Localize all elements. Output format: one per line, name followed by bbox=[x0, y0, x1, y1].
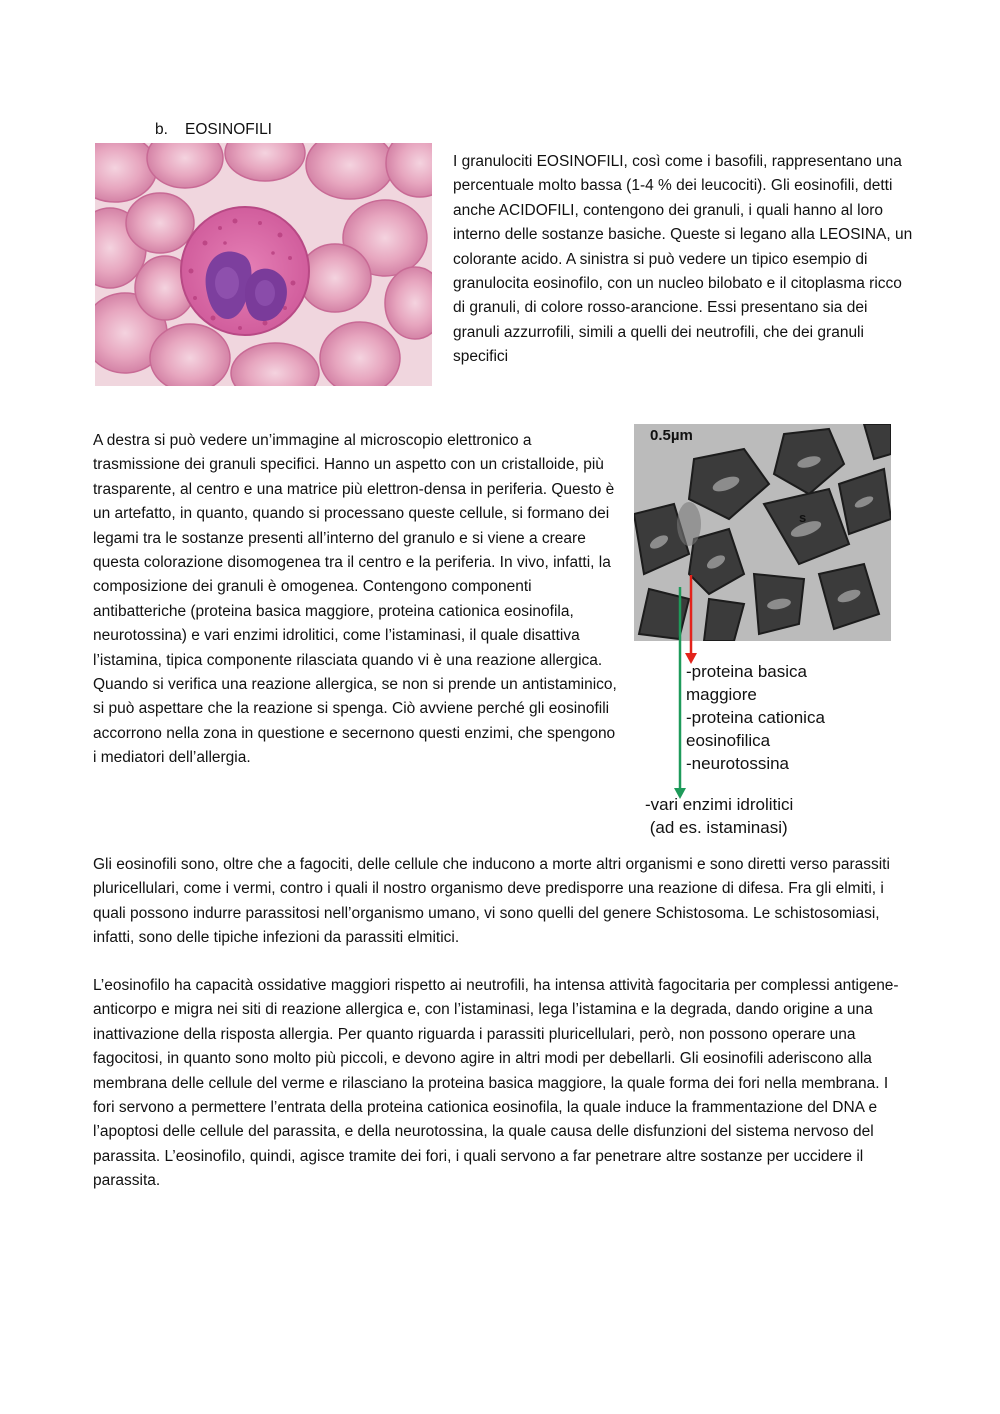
scale-bar-label: 0.5µm bbox=[650, 427, 693, 444]
granule-label: s bbox=[799, 510, 807, 525]
label-line: (ad es. istaminasi) bbox=[645, 818, 788, 837]
green-arrow bbox=[674, 587, 686, 799]
red-arrow bbox=[685, 575, 697, 664]
intro-paragraph: I granulociti EOSINOFILI, così come i basofili, rappresentano una percentuale molto bassa (1-4 % dei leucociti). Gli eosinofili, detti anche ACIDOFILI, contengono dei granuli, i quali hanno al loro interno delle sostanze basiche. Queste si legano alla LEOSINA, un colorante acido. A sinistra si può vedere un tipico esempio di granulocita eosinofilo, con un nucleo bilobato e il citoplasma ricco di granuli, di colore rosso-arancione. Essi presentano sia dei granuli azzurrofili, simili a quelli dei neutrofili, che dei granuli specifici bbox=[453, 153, 913, 366]
section-heading bbox=[155, 121, 272, 139]
section-number: b. bbox=[155, 121, 168, 138]
label-line: eosinofilica bbox=[686, 731, 771, 750]
label-line: -proteina basica bbox=[686, 662, 807, 681]
label-line: maggiore bbox=[686, 685, 757, 704]
label-line: -vari enzimi idrolitici bbox=[645, 795, 794, 814]
mechanism-paragraph: L’eosinofilo ha capacità ossidative maggiori rispetto ai neutrofili, ha intensa attività fagocitaria per complessi antigene-anticorpo e migra nei siti di reazione allergica e, con l’istaminasi, lega l’istamina e la degrada, dando origine a una inattivazione della risposta allergia. Per quanto riguarda i parassiti pluricellulari, però, non possono operare una fagocitosi, in quanto sono molto più piccoli, e devono agire in altri modi per debellarli. Gli eosinofili aderiscono alla membrana delle cellule del verme e rilasciano la proteina basica maggiore, la quale forma dei fori nella membrana. I fori servono a permettere l’entrata della proteina cationica eosinofila, la quale induce la frammentazione del DNA e l’apoptosi delle cellule del parassita, e della neurotossina, la quale causa delle disfunzioni del sistema nervoso del parassita. L’eosinofilo, quindi, agisce tramite dei fori, i quali servono a far penetrare altre sostanze per uccidere il parassita. bbox=[93, 977, 899, 1190]
label-line: -proteina cationica bbox=[686, 708, 825, 727]
green-arrow-label bbox=[645, 793, 845, 839]
parasites-paragraph: Gli eosinofili sono, oltre che a fagociti, delle cellule che inducono a morte altri organismi e sono diretti verso parassiti pluricellulari, come i vermi, contro i quali il nostro organismo deve predisporre una reazione di difesa. Fra gli elmiti, i quali possono indurre parassitosi nell’organismo umano, vi sono quelli del genere Schistosoma. Le schistosomiasi, infatti, sono delle tipiche infezioni da parassiti elmitici. bbox=[93, 856, 890, 947]
red-arrow-label bbox=[686, 660, 876, 775]
label-line: -neurotossina bbox=[686, 754, 790, 773]
em-description-paragraph: A destra si può vedere un’immagine al microscopio elettronico a trasmissione dei granuli specifici. Hanno un aspetto con un cristalloide, più trasparente, al centro e una matrice più elettron-densa in periferia. Questo è un artefatto, in quanto, quando si processano queste cellule, si formano dei legami tra le sostanze presenti all’interno del granulo e si viene a creare questa colorazione disomogenea tra il centro e la periferia. In vivo, infatti, la composizione dei granuli è omogenea. Contengono componenti antibatteriche (proteina basica maggiore, proteina cationica eosinofila, neurotossina) e vari enzimi idrolitici, come l’istaminasi, il quale disattiva l’istamina, tipica componente rilasciata quando vi è una reazione allergica. Quando si verifica una reazione allergica, se non si prende un antistaminico, si può aspettare che la reazione si spenga. Ciò avviene perché gli eosinofili accorrono nella zona in questione e secernono questi enzimi, che spengono i mediatori dell’allergia. bbox=[93, 432, 617, 767]
section-title: EOSINOFILI bbox=[185, 121, 272, 138]
eosinophil-micrograph bbox=[95, 143, 432, 386]
